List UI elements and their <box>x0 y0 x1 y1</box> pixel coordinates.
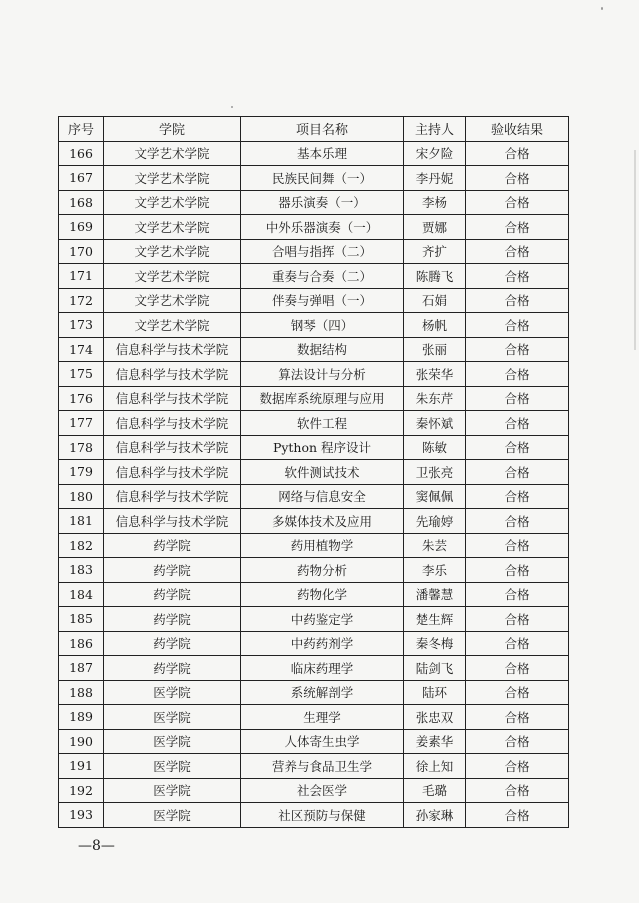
cell-serial-no: 181 <box>59 509 104 534</box>
cell-result: 合格 <box>466 680 569 705</box>
table-row <box>59 215 569 240</box>
cell-result: 合格 <box>466 141 569 166</box>
page-number: —8— <box>78 838 115 854</box>
cell-host: 朱芸 <box>404 533 466 558</box>
cell-project-name: 基本乐理 <box>241 141 404 166</box>
cell-college: 文学艺术学院 <box>104 141 241 166</box>
cell-result: 合格 <box>466 631 569 656</box>
cell-result: 合格 <box>466 337 569 362</box>
cell-result: 合格 <box>466 705 569 730</box>
cell-college: 药学院 <box>104 607 241 632</box>
cell-college: 信息科学与技术学院 <box>104 337 241 362</box>
table-row <box>59 460 569 485</box>
cell-serial-no: 169 <box>59 215 104 240</box>
table-row <box>59 313 569 338</box>
table-row <box>59 288 569 313</box>
cell-host: 姜素华 <box>404 729 466 754</box>
cell-serial-no: 184 <box>59 582 104 607</box>
cell-result: 合格 <box>466 411 569 436</box>
cell-serial-no: 175 <box>59 362 104 387</box>
table-row <box>59 533 569 558</box>
cell-serial-no: 179 <box>59 460 104 485</box>
cell-project-name: Python 程序设计 <box>241 435 404 460</box>
cell-project-name: 钢琴（四） <box>241 313 404 338</box>
cell-result: 合格 <box>466 190 569 215</box>
cell-college: 药学院 <box>104 558 241 583</box>
cell-serial-no: 192 <box>59 778 104 803</box>
table-row <box>59 435 569 460</box>
cell-serial-no: 168 <box>59 190 104 215</box>
cell-serial-no: 173 <box>59 313 104 338</box>
table-row <box>59 484 569 509</box>
table-row <box>59 264 569 289</box>
cell-result: 合格 <box>466 778 569 803</box>
cell-project-name: 多媒体技术及应用 <box>241 509 404 534</box>
cell-serial-no: 167 <box>59 166 104 191</box>
cell-host: 李杨 <box>404 190 466 215</box>
cell-host: 张荣华 <box>404 362 466 387</box>
cell-serial-no: 177 <box>59 411 104 436</box>
header-result: 验收结果 <box>466 117 569 142</box>
cell-host: 杨帆 <box>404 313 466 338</box>
cell-host: 李丹妮 <box>404 166 466 191</box>
cell-host: 孙家琳 <box>404 803 466 828</box>
table-row <box>59 190 569 215</box>
cell-project-name: 重奏与合奏（二） <box>241 264 404 289</box>
cell-result: 合格 <box>466 239 569 264</box>
cell-project-name: 数据库系统原理与应用 <box>241 386 404 411</box>
cell-serial-no: 180 <box>59 484 104 509</box>
cell-host: 石娟 <box>404 288 466 313</box>
cell-result: 合格 <box>466 386 569 411</box>
cell-college: 医学院 <box>104 729 241 754</box>
cell-project-name: 伴奏与弹唱（一） <box>241 288 404 313</box>
cell-college: 信息科学与技术学院 <box>104 435 241 460</box>
cell-serial-no: 166 <box>59 141 104 166</box>
cell-result: 合格 <box>466 729 569 754</box>
cell-host: 毛璐 <box>404 778 466 803</box>
table-row <box>59 386 569 411</box>
cell-project-name: 数据结构 <box>241 337 404 362</box>
cell-host: 朱东芹 <box>404 386 466 411</box>
table-row <box>59 680 569 705</box>
cell-project-name: 营养与食品卫生学 <box>241 754 404 779</box>
cell-host: 宋夕险 <box>404 141 466 166</box>
cell-result: 合格 <box>466 166 569 191</box>
cell-college: 文学艺术学院 <box>104 313 241 338</box>
table-row <box>59 754 569 779</box>
cell-host: 齐扩 <box>404 239 466 264</box>
cell-result: 合格 <box>466 803 569 828</box>
table-row <box>59 141 569 166</box>
table-header-row <box>59 117 569 142</box>
header-college: 学院 <box>104 117 241 142</box>
table-row <box>59 411 569 436</box>
header-project-name: 项目名称 <box>241 117 404 142</box>
cell-project-name: 药物化学 <box>241 582 404 607</box>
cell-college: 文学艺术学院 <box>104 215 241 240</box>
table-row <box>59 705 569 730</box>
cell-college: 文学艺术学院 <box>104 239 241 264</box>
cell-college: 医学院 <box>104 754 241 779</box>
table-row <box>59 558 569 583</box>
cell-college: 医学院 <box>104 705 241 730</box>
cell-project-name: 生理学 <box>241 705 404 730</box>
cell-serial-no: 186 <box>59 631 104 656</box>
cell-serial-no: 174 <box>59 337 104 362</box>
cell-college: 信息科学与技术学院 <box>104 386 241 411</box>
cell-serial-no: 171 <box>59 264 104 289</box>
cell-host: 秦冬梅 <box>404 631 466 656</box>
cell-host: 潘馨慧 <box>404 582 466 607</box>
cell-host: 陈腾飞 <box>404 264 466 289</box>
acceptance-results-table <box>58 116 569 828</box>
cell-project-name: 民族民间舞（一） <box>241 166 404 191</box>
cell-project-name: 药物分析 <box>241 558 404 583</box>
cell-result: 合格 <box>466 509 569 534</box>
cell-college: 医学院 <box>104 680 241 705</box>
cell-project-name: 临床药理学 <box>241 656 404 681</box>
cell-project-name: 网络与信息安全 <box>241 484 404 509</box>
cell-project-name: 器乐演奏（一） <box>241 190 404 215</box>
cell-project-name: 算法设计与分析 <box>241 362 404 387</box>
scan-edge-shadow <box>634 150 636 350</box>
cell-host: 窦佩佩 <box>404 484 466 509</box>
cell-result: 合格 <box>466 558 569 583</box>
cell-host: 徐上知 <box>404 754 466 779</box>
cell-project-name: 中药药剂学 <box>241 631 404 656</box>
cell-project-name: 合唱与指挥（二） <box>241 239 404 264</box>
cell-project-name: 人体寄生虫学 <box>241 729 404 754</box>
table-row <box>59 778 569 803</box>
cell-result: 合格 <box>466 582 569 607</box>
cell-host: 卫张亮 <box>404 460 466 485</box>
table-row <box>59 239 569 264</box>
cell-result: 合格 <box>466 362 569 387</box>
cell-serial-no: 178 <box>59 435 104 460</box>
cell-project-name: 系统解剖学 <box>241 680 404 705</box>
cell-host: 先瑜婷 <box>404 509 466 534</box>
table-row <box>59 631 569 656</box>
scan-speck <box>601 7 603 10</box>
cell-serial-no: 189 <box>59 705 104 730</box>
cell-college: 药学院 <box>104 656 241 681</box>
cell-result: 合格 <box>466 656 569 681</box>
cell-college: 药学院 <box>104 582 241 607</box>
cell-project-name: 软件测试技术 <box>241 460 404 485</box>
cell-host: 陈敏 <box>404 435 466 460</box>
cell-project-name: 社区预防与保健 <box>241 803 404 828</box>
cell-host: 贾娜 <box>404 215 466 240</box>
cell-serial-no: 172 <box>59 288 104 313</box>
header-host: 主持人 <box>404 117 466 142</box>
cell-project-name: 药用植物学 <box>241 533 404 558</box>
cell-serial-no: 193 <box>59 803 104 828</box>
cell-college: 信息科学与技术学院 <box>104 484 241 509</box>
cell-college: 药学院 <box>104 533 241 558</box>
cell-host: 陆剑飞 <box>404 656 466 681</box>
cell-host: 张丽 <box>404 337 466 362</box>
cell-result: 合格 <box>466 215 569 240</box>
table-row <box>59 509 569 534</box>
cell-result: 合格 <box>466 313 569 338</box>
cell-result: 合格 <box>466 460 569 485</box>
cell-serial-no: 187 <box>59 656 104 681</box>
cell-college: 医学院 <box>104 778 241 803</box>
cell-result: 合格 <box>466 754 569 779</box>
cell-serial-no: 183 <box>59 558 104 583</box>
cell-college: 信息科学与技术学院 <box>104 509 241 534</box>
scan-speck <box>231 106 233 108</box>
table-row <box>59 656 569 681</box>
cell-project-name: 中药鉴定学 <box>241 607 404 632</box>
cell-college: 医学院 <box>104 803 241 828</box>
cell-serial-no: 176 <box>59 386 104 411</box>
cell-serial-no: 188 <box>59 680 104 705</box>
cell-college: 信息科学与技术学院 <box>104 411 241 436</box>
cell-serial-no: 185 <box>59 607 104 632</box>
cell-project-name: 社会医学 <box>241 778 404 803</box>
cell-result: 合格 <box>466 435 569 460</box>
cell-college: 文学艺术学院 <box>104 166 241 191</box>
cell-result: 合格 <box>466 607 569 632</box>
cell-result: 合格 <box>466 484 569 509</box>
cell-host: 李乐 <box>404 558 466 583</box>
cell-college: 文学艺术学院 <box>104 264 241 289</box>
cell-college: 信息科学与技术学院 <box>104 460 241 485</box>
cell-project-name: 软件工程 <box>241 411 404 436</box>
cell-college: 文学艺术学院 <box>104 288 241 313</box>
table-row <box>59 607 569 632</box>
table-row <box>59 166 569 191</box>
cell-host: 张忠双 <box>404 705 466 730</box>
cell-serial-no: 190 <box>59 729 104 754</box>
cell-result: 合格 <box>466 533 569 558</box>
table-row <box>59 582 569 607</box>
table-row <box>59 729 569 754</box>
cell-serial-no: 182 <box>59 533 104 558</box>
cell-college: 文学艺术学院 <box>104 190 241 215</box>
cell-result: 合格 <box>466 288 569 313</box>
cell-college: 信息科学与技术学院 <box>104 362 241 387</box>
table-row <box>59 803 569 828</box>
cell-host: 楚生辉 <box>404 607 466 632</box>
header-serial-no: 序号 <box>59 117 104 142</box>
cell-serial-no: 191 <box>59 754 104 779</box>
table-row <box>59 362 569 387</box>
cell-host: 秦怀斌 <box>404 411 466 436</box>
table-row <box>59 337 569 362</box>
cell-project-name: 中外乐器演奏（一） <box>241 215 404 240</box>
cell-college: 药学院 <box>104 631 241 656</box>
cell-host: 陆环 <box>404 680 466 705</box>
cell-serial-no: 170 <box>59 239 104 264</box>
cell-result: 合格 <box>466 264 569 289</box>
